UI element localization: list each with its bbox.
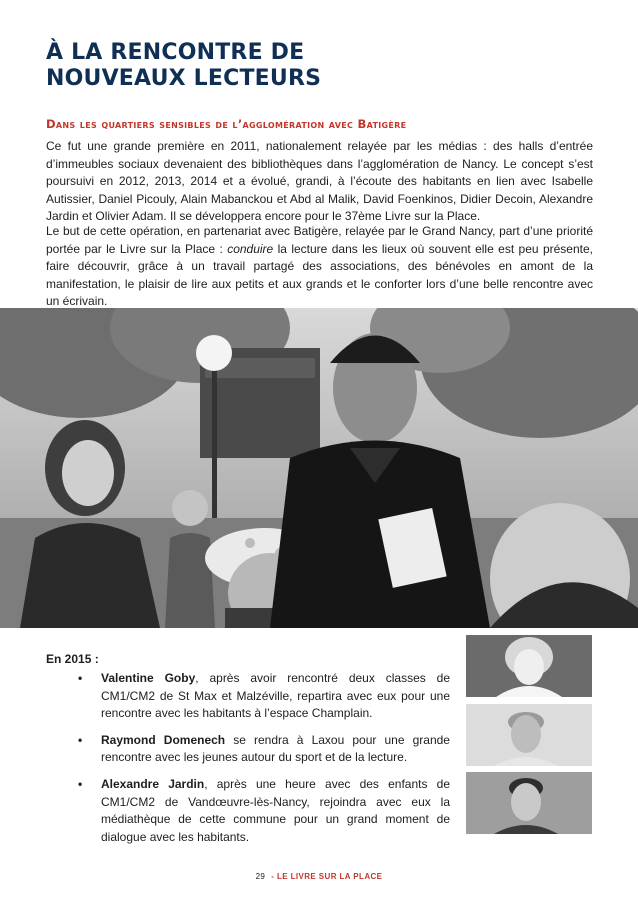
portrait-valentine-goby <box>466 635 592 697</box>
list-item <box>78 776 450 846</box>
event-photo <box>0 308 638 628</box>
purpose-paragraph <box>46 223 593 311</box>
bullet-dot: • <box>78 776 83 791</box>
guest-name: Valentine Goby <box>101 671 196 685</box>
portrait-image <box>466 772 592 834</box>
guest-name: Raymond Domenech <box>101 732 226 747</box>
footer-brand: - LE LIVRE SUR LA PLACE <box>271 872 383 881</box>
page-footer <box>0 872 638 881</box>
bullet-dot: • <box>78 671 83 685</box>
event-photo-illustration <box>0 308 638 628</box>
portrait-image <box>466 635 592 697</box>
guest-name: Alexandre Jardin <box>101 776 205 791</box>
section-subtitle: Dans les quartiers sensibles de l’agglomération avec Batigère <box>46 117 407 131</box>
list-item <box>78 732 450 767</box>
purpose-emphasis: conduire <box>227 241 274 256</box>
intro-paragraph: Ce fut une grande première en 2011, nationalement relayée par les médias : des halls d’entrée d’immeubles sociaux devenaient des bibliothèques dans l’agglomération de Nancy. Le concept s’est poursuivi en 2012, 2013, 2014 et a évolué, grandi, à l’écoute des habitants en lien avec Isabelle Autissier, Daniel Picouly, Alain Mabanckou et Abd al Malik, David Foenkinos, Didier Decoin, Alexandre Jardin et Olivier Adam. Il se développera encore pour le 37ème Livre sur la Place. <box>46 139 593 224</box>
guest-description: , après une heure avec des enfants de CM1/CM2 de Vandœuvre-lès-Nancy, rejoindra avec eux la médiathèque de cette commune pour un grand moment de dialogue avec les habitants. <box>101 776 451 844</box>
guest-description: , après avoir rencontré deux classes de CM1/CM2 de St Max et Malzéville, repartira avec eux pour une rencontre avec les habitants à l’espace Champlain. <box>101 671 450 721</box>
portrait-raymond-domenech <box>466 704 592 766</box>
list-item <box>78 670 450 723</box>
portrait-image <box>466 704 592 766</box>
guest-list <box>78 670 450 855</box>
title-line-1: À LA RENCONTRE DE <box>46 40 305 65</box>
purpose-text-end: la lecture dans les lieux où souvent elle est peu présente, faire découvrir, grâce à un travail partagé des associations, des bénévoles en amont de la manifestation, le plaisir de lire aux petits et aux grands et le conforter lors d’une belle rencontre avec un écrivain. <box>46 241 593 309</box>
bullet-dot: • <box>78 732 83 747</box>
page-number: 29 <box>255 872 266 881</box>
page-title <box>46 40 466 92</box>
title-line-2: NOUVEAUX LECTEURS <box>46 66 322 91</box>
purpose-text-start: Le but de cette opération, en partenariat avec Batigère, relayée par le Grand Nancy, part d’une priorité portée par le Livre sur la Place : <box>46 224 593 256</box>
year-heading: En 2015 : <box>46 652 99 666</box>
portrait-alexandre-jardin <box>466 772 592 834</box>
guest-description: se rendra à Laxou pour une grande rencontre avec les jeunes autour du sport et de la lecture. <box>101 732 450 765</box>
